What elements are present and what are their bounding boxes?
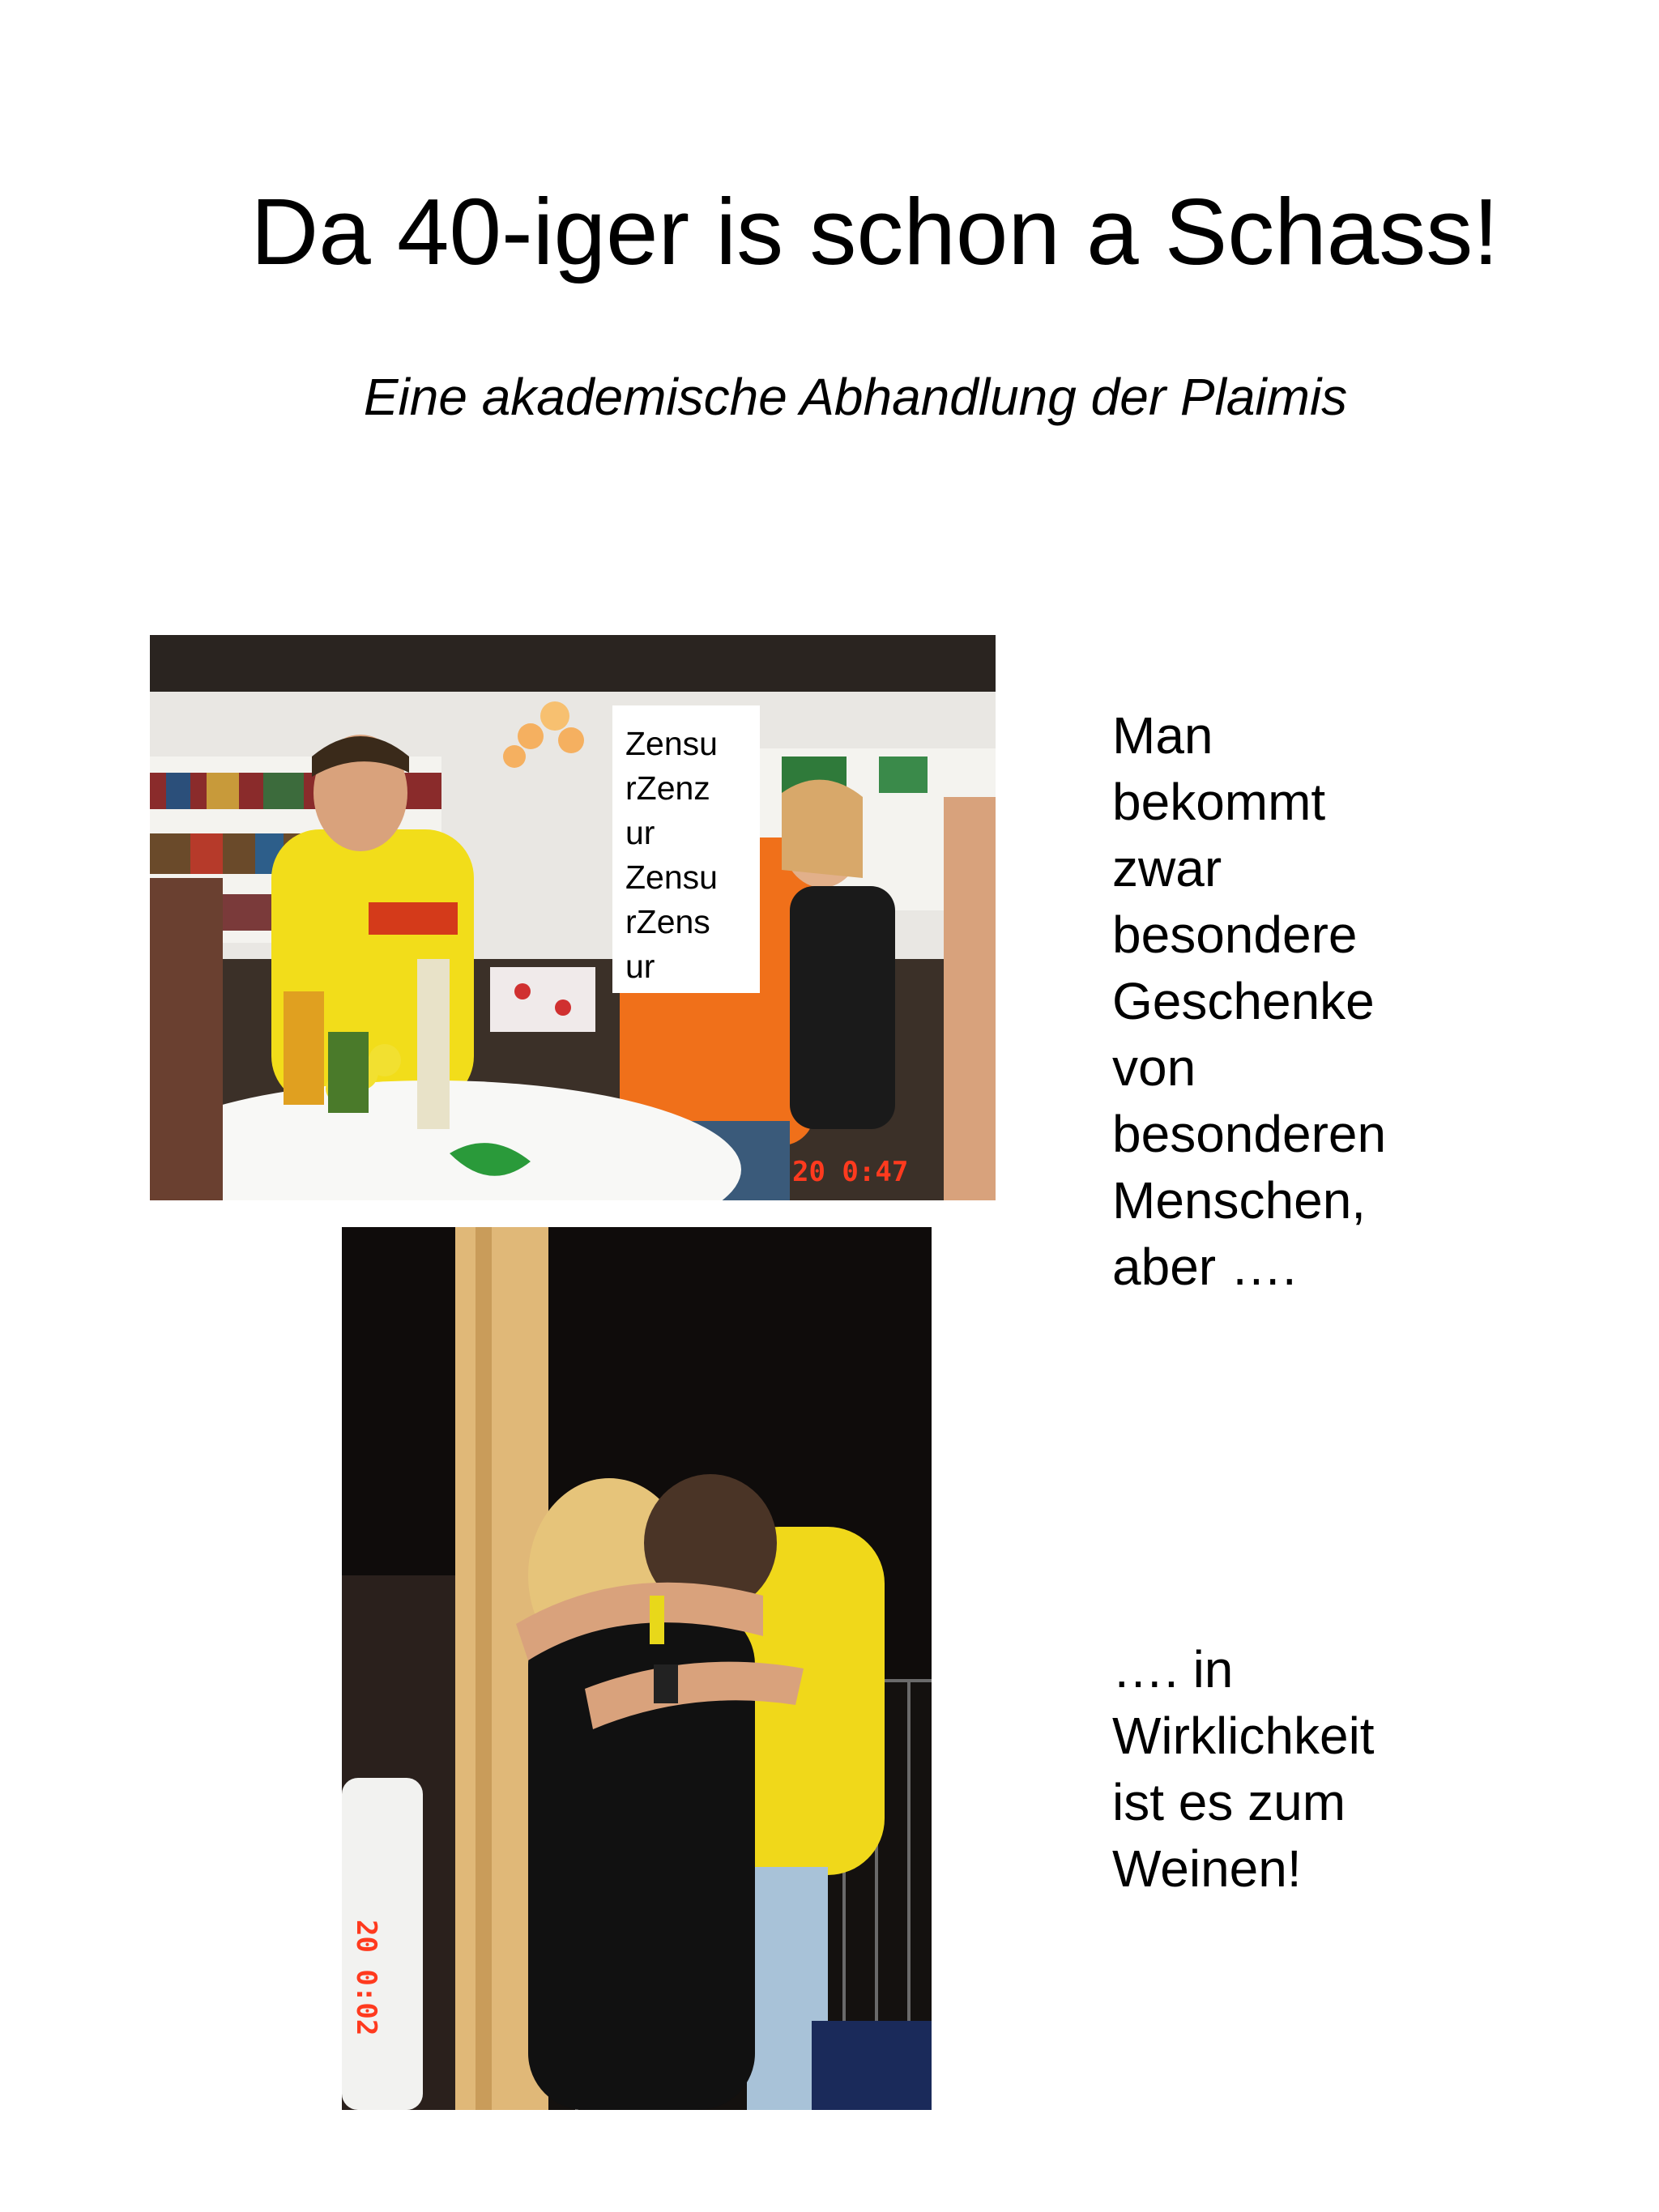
- caption-line: ist es zum: [1112, 1773, 1346, 1831]
- caption-line: bekommt: [1112, 773, 1326, 831]
- caption-top: [1112, 702, 1566, 1300]
- page-title: Da 40-iger is schon a Schass!: [250, 179, 1499, 284]
- bottle: [417, 959, 450, 1129]
- caption-line: Geschenke: [1112, 972, 1375, 1030]
- photo1-date-stamp: 20 0:47: [792, 1156, 909, 1188]
- photo2-date-stamp: 20 0:02: [350, 1920, 382, 2036]
- juice-carton: [284, 991, 324, 1105]
- ceiling: [150, 635, 996, 692]
- censor-line: rZenz: [625, 769, 710, 807]
- censor-line: ur: [625, 814, 655, 851]
- caption-line: besondere: [1112, 906, 1358, 964]
- hug-photo: [342, 1227, 932, 2110]
- foreground-person: [150, 878, 223, 1200]
- censor-line: Zensu: [625, 725, 718, 762]
- censor-line: Zensu: [625, 859, 718, 896]
- censor-line: ur: [625, 948, 655, 985]
- caption-line: aber ….: [1112, 1238, 1297, 1296]
- glass-bottle: [328, 1032, 369, 1113]
- gift-box: [490, 967, 595, 1032]
- caption-line: Menschen,: [1112, 1171, 1367, 1230]
- gift-photo: [150, 635, 996, 1200]
- censor-line: rZens: [625, 903, 710, 940]
- caption-line: …. in: [1112, 1640, 1234, 1698]
- caption-line: besonderen: [1112, 1105, 1387, 1163]
- caption-line: Wirklichkeit: [1112, 1707, 1375, 1765]
- crate: [812, 2021, 932, 2110]
- caption-bottom: [1112, 1636, 1566, 1902]
- censorship-box: [612, 705, 760, 993]
- caption-line: zwar: [1112, 839, 1222, 897]
- caption-line: Weinen!: [1112, 1839, 1302, 1898]
- caption-line: Man: [1112, 706, 1213, 765]
- arm-right-edge: [944, 797, 996, 1200]
- page-subtitle: Eine akademische Abhandlung der Plaimis: [363, 368, 1348, 426]
- caption-line: von: [1112, 1038, 1196, 1097]
